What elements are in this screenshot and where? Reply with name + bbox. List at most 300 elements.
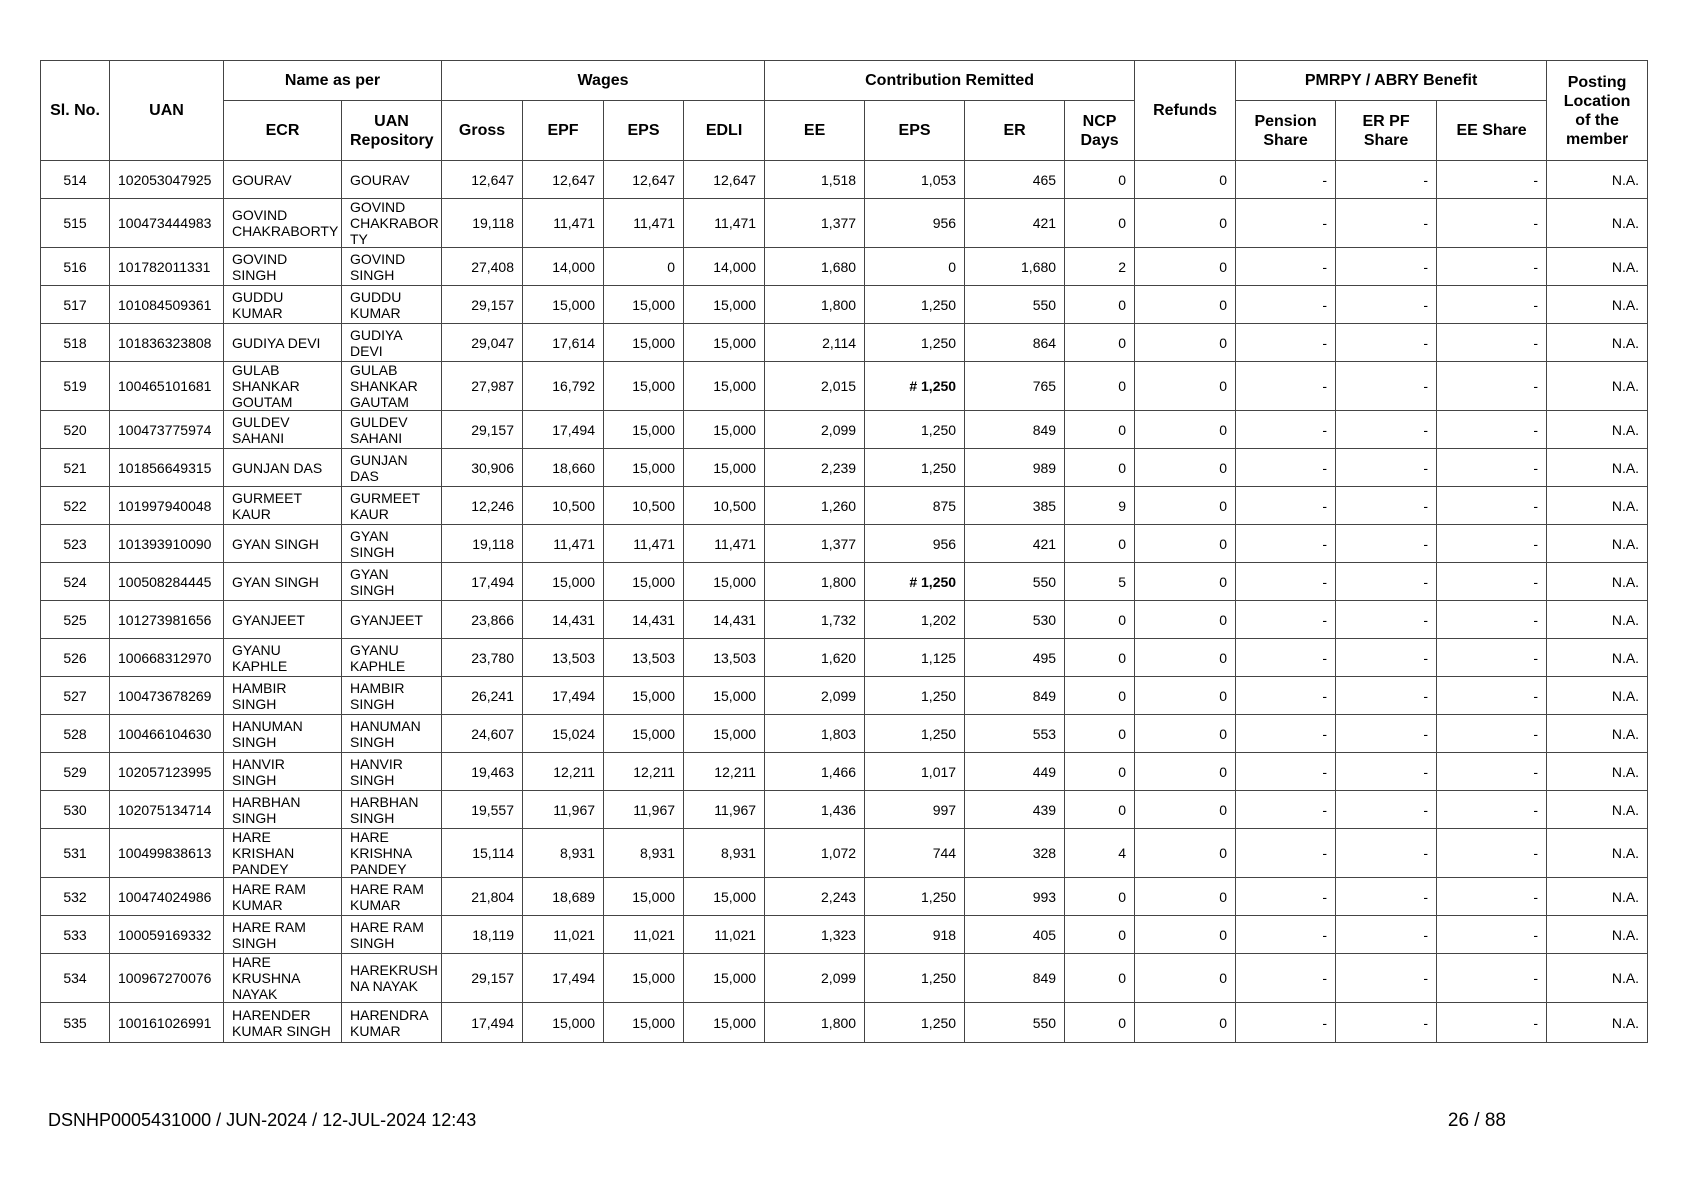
cell-ncp-days: 0	[1065, 286, 1135, 324]
cell-sl-no: 518	[41, 324, 110, 362]
cell-refunds: 0	[1135, 324, 1236, 362]
cell-edli: 15,000	[684, 954, 765, 1003]
cell-er: 449	[965, 753, 1065, 791]
cell-refunds: 0	[1135, 715, 1236, 753]
cell-er-pf-share: -	[1336, 487, 1437, 525]
cell-sl-no: 517	[41, 286, 110, 324]
col-header-ee-share: EE Share	[1437, 101, 1547, 161]
cell-ee: 2,099	[765, 954, 865, 1003]
cell-er: 849	[965, 411, 1065, 449]
cell-uan-repository-name: HARE RAM SINGH	[342, 916, 442, 954]
cell-er-pf-share: -	[1336, 677, 1437, 715]
cell-contribution-eps: 918	[865, 916, 965, 954]
cell-ee: 2,015	[765, 362, 865, 411]
cell-epf: 10,500	[523, 487, 604, 525]
cell-uan-repository-name: GULAB SHANKAR GAUTAM	[342, 362, 442, 411]
cell-pension-share: -	[1236, 199, 1336, 248]
cell-gross: 17,494	[442, 1003, 523, 1043]
cell-ecr-name: HARE KRISHAN PANDEY	[224, 829, 342, 878]
table-row	[41, 362, 1648, 411]
cell-er-pf-share: -	[1336, 1003, 1437, 1043]
cell-edli: 14,000	[684, 248, 765, 286]
cell-uan-repository-name: HARBHAN SINGH	[342, 791, 442, 829]
cell-er-pf-share: -	[1336, 525, 1437, 563]
cell-gross: 27,408	[442, 248, 523, 286]
cell-posting-location: N.A.	[1547, 639, 1648, 677]
cell-contribution-eps: 875	[865, 487, 965, 525]
cell-ee-share: -	[1437, 161, 1547, 199]
cell-eps: 11,967	[604, 791, 684, 829]
cell-edli: 13,503	[684, 639, 765, 677]
cell-uan-repository-name: GUNJAN DAS	[342, 449, 442, 487]
cell-edli: 15,000	[684, 878, 765, 916]
cell-eps: 15,000	[604, 362, 684, 411]
cell-er: 465	[965, 161, 1065, 199]
col-header-epf: EPF	[523, 101, 604, 161]
cell-ecr-name: GYANU KAPHLE	[224, 639, 342, 677]
cell-refunds: 0	[1135, 362, 1236, 411]
cell-sl-no: 519	[41, 362, 110, 411]
col-header-posting-location: Posting Location of the member	[1547, 61, 1648, 161]
cell-er: 421	[965, 525, 1065, 563]
cell-gross: 21,804	[442, 878, 523, 916]
table-row	[41, 791, 1648, 829]
cell-refunds: 0	[1135, 829, 1236, 878]
table-row	[41, 411, 1648, 449]
table-row	[41, 1003, 1648, 1043]
cell-sl-no: 528	[41, 715, 110, 753]
table-row	[41, 286, 1648, 324]
cell-edli: 8,931	[684, 829, 765, 878]
cell-uan-repository-name: HARENDRA KUMAR	[342, 1003, 442, 1043]
cell-refunds: 0	[1135, 601, 1236, 639]
cell-er: 765	[965, 362, 1065, 411]
cell-contribution-eps: 1,250	[865, 878, 965, 916]
cell-ncp-days: 9	[1065, 487, 1135, 525]
cell-ncp-days: 0	[1065, 753, 1135, 791]
cell-eps: 15,000	[604, 715, 684, 753]
cell-posting-location: N.A.	[1547, 362, 1648, 411]
cell-uan: 100668312970	[110, 639, 224, 677]
cell-ecr-name: GYAN SINGH	[224, 563, 342, 601]
cell-edli: 10,500	[684, 487, 765, 525]
cell-posting-location: N.A.	[1547, 199, 1648, 248]
cell-gross: 29,157	[442, 411, 523, 449]
cell-pension-share: -	[1236, 324, 1336, 362]
cell-contribution-eps: 1,250	[865, 1003, 965, 1043]
cell-uan: 100473678269	[110, 677, 224, 715]
cell-ncp-days: 0	[1065, 362, 1135, 411]
cell-posting-location: N.A.	[1547, 411, 1648, 449]
cell-refunds: 0	[1135, 916, 1236, 954]
cell-epf: 18,660	[523, 449, 604, 487]
cell-er-pf-share: -	[1336, 199, 1437, 248]
col-header-contribution-eps: EPS	[865, 101, 965, 161]
cell-eps: 0	[604, 248, 684, 286]
cell-er: 439	[965, 791, 1065, 829]
cell-gross: 15,114	[442, 829, 523, 878]
cell-gross: 12,647	[442, 161, 523, 199]
cell-ee-share: -	[1437, 487, 1547, 525]
cell-epf: 11,471	[523, 525, 604, 563]
ecr-table	[40, 60, 1648, 1043]
cell-ncp-days: 0	[1065, 878, 1135, 916]
cell-contribution-eps: 1,250	[865, 449, 965, 487]
cell-edli: 14,431	[684, 601, 765, 639]
cell-pension-share: -	[1236, 411, 1336, 449]
document-reference: DSNHP0005431000 / JUN-2024 / 12-JUL-2024 12:43	[48, 1110, 477, 1130]
cell-ee: 1,518	[765, 161, 865, 199]
cell-uan: 100508284445	[110, 563, 224, 601]
cell-ecr-name: HARENDER KUMAR SINGH	[224, 1003, 342, 1043]
cell-edli: 15,000	[684, 324, 765, 362]
cell-sl-no: 530	[41, 791, 110, 829]
cell-epf: 11,471	[523, 199, 604, 248]
cell-er-pf-share: -	[1336, 324, 1437, 362]
col-group-pmrpy-abry: PMRPY / ABRY Benefit	[1236, 61, 1547, 101]
cell-epf: 17,494	[523, 677, 604, 715]
cell-ncp-days: 0	[1065, 677, 1135, 715]
cell-refunds: 0	[1135, 286, 1236, 324]
cell-sl-no: 525	[41, 601, 110, 639]
table-row	[41, 525, 1648, 563]
cell-refunds: 0	[1135, 411, 1236, 449]
col-header-sl-no: Sl. No.	[41, 61, 110, 161]
cell-uan: 100473444983	[110, 199, 224, 248]
cell-uan: 100465101681	[110, 362, 224, 411]
cell-refunds: 0	[1135, 449, 1236, 487]
cell-er-pf-share: -	[1336, 753, 1437, 791]
cell-uan: 101393910090	[110, 525, 224, 563]
cell-uan: 100161026991	[110, 1003, 224, 1043]
cell-ee: 1,323	[765, 916, 865, 954]
cell-sl-no: 526	[41, 639, 110, 677]
cell-ee: 1,732	[765, 601, 865, 639]
cell-refunds: 0	[1135, 791, 1236, 829]
cell-ee: 1,800	[765, 563, 865, 601]
cell-refunds: 0	[1135, 677, 1236, 715]
cell-ecr-name: GURMEET KAUR	[224, 487, 342, 525]
cell-sl-no: 533	[41, 916, 110, 954]
cell-edli: 15,000	[684, 362, 765, 411]
cell-pension-share: -	[1236, 563, 1336, 601]
cell-er: 405	[965, 916, 1065, 954]
cell-pension-share: -	[1236, 248, 1336, 286]
cell-refunds: 0	[1135, 487, 1236, 525]
cell-er: 530	[965, 601, 1065, 639]
cell-pension-share: -	[1236, 639, 1336, 677]
cell-ncp-days: 0	[1065, 411, 1135, 449]
cell-sl-no: 529	[41, 753, 110, 791]
table-row	[41, 878, 1648, 916]
cell-er: 1,680	[965, 248, 1065, 286]
cell-ee: 1,436	[765, 791, 865, 829]
cell-posting-location: N.A.	[1547, 829, 1648, 878]
table-row	[41, 677, 1648, 715]
cell-pension-share: -	[1236, 916, 1336, 954]
cell-ecr-name: GUDDU KUMAR	[224, 286, 342, 324]
cell-er-pf-share: -	[1336, 563, 1437, 601]
cell-ee-share: -	[1437, 449, 1547, 487]
cell-gross: 19,557	[442, 791, 523, 829]
cell-eps: 10,500	[604, 487, 684, 525]
cell-uan: 102075134714	[110, 791, 224, 829]
cell-refunds: 0	[1135, 753, 1236, 791]
cell-contribution-eps: 956	[865, 199, 965, 248]
cell-posting-location: N.A.	[1547, 525, 1648, 563]
cell-sl-no: 531	[41, 829, 110, 878]
cell-contribution-eps: 1,250	[865, 286, 965, 324]
col-header-ecr: ECR	[224, 101, 342, 161]
cell-posting-location: N.A.	[1547, 563, 1648, 601]
cell-refunds: 0	[1135, 639, 1236, 677]
cell-epf: 14,000	[523, 248, 604, 286]
cell-eps: 15,000	[604, 563, 684, 601]
cell-gross: 12,246	[442, 487, 523, 525]
cell-er-pf-share: -	[1336, 639, 1437, 677]
cell-pension-share: -	[1236, 601, 1336, 639]
cell-gross: 23,780	[442, 639, 523, 677]
cell-uan-repository-name: GOVIND CHAKRABOR TY	[342, 199, 442, 248]
cell-ecr-name: GYAN SINGH	[224, 525, 342, 563]
cell-ee: 1,620	[765, 639, 865, 677]
cell-pension-share: -	[1236, 449, 1336, 487]
cell-uan-repository-name: GOVIND SINGH	[342, 248, 442, 286]
table-row	[41, 324, 1648, 362]
cell-ee-share: -	[1437, 411, 1547, 449]
cell-refunds: 0	[1135, 248, 1236, 286]
cell-contribution-eps: 997	[865, 791, 965, 829]
cell-uan-repository-name: HANVIR SINGH	[342, 753, 442, 791]
cell-eps: 15,000	[604, 1003, 684, 1043]
cell-sl-no: 522	[41, 487, 110, 525]
cell-er-pf-share: -	[1336, 916, 1437, 954]
cell-posting-location: N.A.	[1547, 286, 1648, 324]
cell-eps: 15,000	[604, 878, 684, 916]
cell-uan: 101836323808	[110, 324, 224, 362]
cell-gross: 19,463	[442, 753, 523, 791]
cell-epf: 11,021	[523, 916, 604, 954]
cell-ecr-name: GYANJEET	[224, 601, 342, 639]
cell-ncp-days: 0	[1065, 639, 1135, 677]
cell-gross: 19,118	[442, 525, 523, 563]
cell-posting-location: N.A.	[1547, 715, 1648, 753]
cell-pension-share: -	[1236, 715, 1336, 753]
cell-er-pf-share: -	[1336, 878, 1437, 916]
cell-sl-no: 520	[41, 411, 110, 449]
cell-uan: 102057123995	[110, 753, 224, 791]
cell-refunds: 0	[1135, 954, 1236, 1003]
cell-ncp-days: 0	[1065, 791, 1135, 829]
cell-ecr-name: GOURAV	[224, 161, 342, 199]
cell-posting-location: N.A.	[1547, 487, 1648, 525]
cell-refunds: 0	[1135, 878, 1236, 916]
cell-eps: 12,647	[604, 161, 684, 199]
cell-ee: 1,260	[765, 487, 865, 525]
cell-eps: 13,503	[604, 639, 684, 677]
cell-edli: 15,000	[684, 677, 765, 715]
col-group-wages: Wages	[442, 61, 765, 101]
cell-contribution-eps: 956	[865, 525, 965, 563]
col-header-edli: EDLI	[684, 101, 765, 161]
cell-edli: 11,021	[684, 916, 765, 954]
cell-epf: 12,211	[523, 753, 604, 791]
cell-pension-share: -	[1236, 487, 1336, 525]
cell-posting-location: N.A.	[1547, 161, 1648, 199]
cell-er: 385	[965, 487, 1065, 525]
cell-uan: 100967270076	[110, 954, 224, 1003]
cell-ecr-name: HARE RAM KUMAR	[224, 878, 342, 916]
cell-refunds: 0	[1135, 1003, 1236, 1043]
cell-epf: 15,000	[523, 1003, 604, 1043]
cell-eps: 15,000	[604, 324, 684, 362]
col-header-ee: EE	[765, 101, 865, 161]
cell-eps: 11,471	[604, 525, 684, 563]
cell-ee-share: -	[1437, 753, 1547, 791]
cell-edli: 15,000	[684, 715, 765, 753]
cell-pension-share: -	[1236, 1003, 1336, 1043]
cell-ecr-name: HARE RAM SINGH	[224, 916, 342, 954]
cell-eps: 15,000	[604, 411, 684, 449]
cell-ee-share: -	[1437, 248, 1547, 286]
cell-sl-no: 535	[41, 1003, 110, 1043]
cell-er-pf-share: -	[1336, 829, 1437, 878]
cell-uan-repository-name: HAREKRUSH NA NAYAK	[342, 954, 442, 1003]
cell-er-pf-share: -	[1336, 248, 1437, 286]
cell-epf: 13,503	[523, 639, 604, 677]
cell-epf: 16,792	[523, 362, 604, 411]
cell-ee-share: -	[1437, 639, 1547, 677]
cell-epf: 8,931	[523, 829, 604, 878]
cell-edli: 15,000	[684, 286, 765, 324]
cell-ncp-days: 0	[1065, 449, 1135, 487]
table-row	[41, 248, 1648, 286]
cell-contribution-eps: 1,053	[865, 161, 965, 199]
cell-er: 421	[965, 199, 1065, 248]
cell-sl-no: 516	[41, 248, 110, 286]
cell-pension-share: -	[1236, 677, 1336, 715]
cell-gross: 23,866	[442, 601, 523, 639]
cell-ee-share: -	[1437, 324, 1547, 362]
cell-epf: 14,431	[523, 601, 604, 639]
cell-er: 495	[965, 639, 1065, 677]
cell-ecr-name: GOVIND SINGH	[224, 248, 342, 286]
cell-sl-no: 521	[41, 449, 110, 487]
cell-posting-location: N.A.	[1547, 791, 1648, 829]
cell-ncp-days: 0	[1065, 1003, 1135, 1043]
cell-ecr-name: HANVIR SINGH	[224, 753, 342, 791]
table-row	[41, 563, 1648, 601]
cell-ecr-name: HARBHAN SINGH	[224, 791, 342, 829]
cell-refunds: 0	[1135, 161, 1236, 199]
col-group-contribution-remitted: Contribution Remitted	[765, 61, 1135, 101]
table-row	[41, 753, 1648, 791]
cell-uan-repository-name: HANUMAN SINGH	[342, 715, 442, 753]
cell-ncp-days: 0	[1065, 916, 1135, 954]
cell-contribution-eps: 1,250	[865, 411, 965, 449]
cell-ee: 1,800	[765, 1003, 865, 1043]
cell-uan: 100499838613	[110, 829, 224, 878]
cell-ee: 1,466	[765, 753, 865, 791]
cell-pension-share: -	[1236, 791, 1336, 829]
cell-ee: 1,377	[765, 525, 865, 563]
cell-contribution-eps: 1,017	[865, 753, 965, 791]
cell-ncp-days: 0	[1065, 601, 1135, 639]
col-header-refunds: Refunds	[1135, 61, 1236, 161]
cell-eps: 14,431	[604, 601, 684, 639]
cell-gross: 17,494	[442, 563, 523, 601]
cell-ee-share: -	[1437, 791, 1547, 829]
cell-ee: 2,099	[765, 411, 865, 449]
table-row	[41, 639, 1648, 677]
cell-er-pf-share: -	[1336, 601, 1437, 639]
cell-ee: 2,243	[765, 878, 865, 916]
cell-sl-no: 534	[41, 954, 110, 1003]
cell-er-pf-share: -	[1336, 954, 1437, 1003]
cell-pension-share: -	[1236, 954, 1336, 1003]
cell-sl-no: 532	[41, 878, 110, 916]
cell-sl-no: 515	[41, 199, 110, 248]
cell-refunds: 0	[1135, 525, 1236, 563]
cell-uan-repository-name: GURMEET KAUR	[342, 487, 442, 525]
cell-er: 328	[965, 829, 1065, 878]
cell-epf: 18,689	[523, 878, 604, 916]
cell-uan-repository-name: HARE RAM KUMAR	[342, 878, 442, 916]
col-header-ncp-days: NCP Days	[1065, 101, 1135, 161]
cell-posting-location: N.A.	[1547, 1003, 1648, 1043]
cell-uan-repository-name: GYAN SINGH	[342, 563, 442, 601]
cell-ecr-name: HAMBIR SINGH	[224, 677, 342, 715]
cell-pension-share: -	[1236, 525, 1336, 563]
cell-ee: 2,239	[765, 449, 865, 487]
cell-ee-share: -	[1437, 601, 1547, 639]
cell-er-pf-share: -	[1336, 449, 1437, 487]
cell-contribution-eps: 0	[865, 248, 965, 286]
table-row	[41, 829, 1648, 878]
cell-er-pf-share: -	[1336, 362, 1437, 411]
cell-ncp-days: 5	[1065, 563, 1135, 601]
cell-epf: 12,647	[523, 161, 604, 199]
cell-eps: 8,931	[604, 829, 684, 878]
col-header-er: ER	[965, 101, 1065, 161]
cell-uan-repository-name: GULDEV SAHANI	[342, 411, 442, 449]
cell-contribution-eps: 1,125	[865, 639, 965, 677]
cell-er: 849	[965, 677, 1065, 715]
cell-contribution-eps: # 1,250	[865, 362, 965, 411]
cell-er: 989	[965, 449, 1065, 487]
cell-posting-location: N.A.	[1547, 324, 1648, 362]
cell-uan: 100473775974	[110, 411, 224, 449]
cell-ncp-days: 4	[1065, 829, 1135, 878]
cell-er-pf-share: -	[1336, 286, 1437, 324]
cell-edli: 11,967	[684, 791, 765, 829]
table-row	[41, 601, 1648, 639]
cell-ncp-days: 0	[1065, 199, 1135, 248]
cell-er: 550	[965, 1003, 1065, 1043]
cell-uan: 100059169332	[110, 916, 224, 954]
cell-ee-share: -	[1437, 1003, 1547, 1043]
cell-ee-share: -	[1437, 286, 1547, 324]
cell-sl-no: 527	[41, 677, 110, 715]
cell-er: 993	[965, 878, 1065, 916]
cell-ee-share: -	[1437, 954, 1547, 1003]
cell-uan: 101782011331	[110, 248, 224, 286]
cell-contribution-eps: 1,202	[865, 601, 965, 639]
cell-pension-share: -	[1236, 362, 1336, 411]
cell-posting-location: N.A.	[1547, 916, 1648, 954]
cell-pension-share: -	[1236, 286, 1336, 324]
cell-gross: 26,241	[442, 677, 523, 715]
